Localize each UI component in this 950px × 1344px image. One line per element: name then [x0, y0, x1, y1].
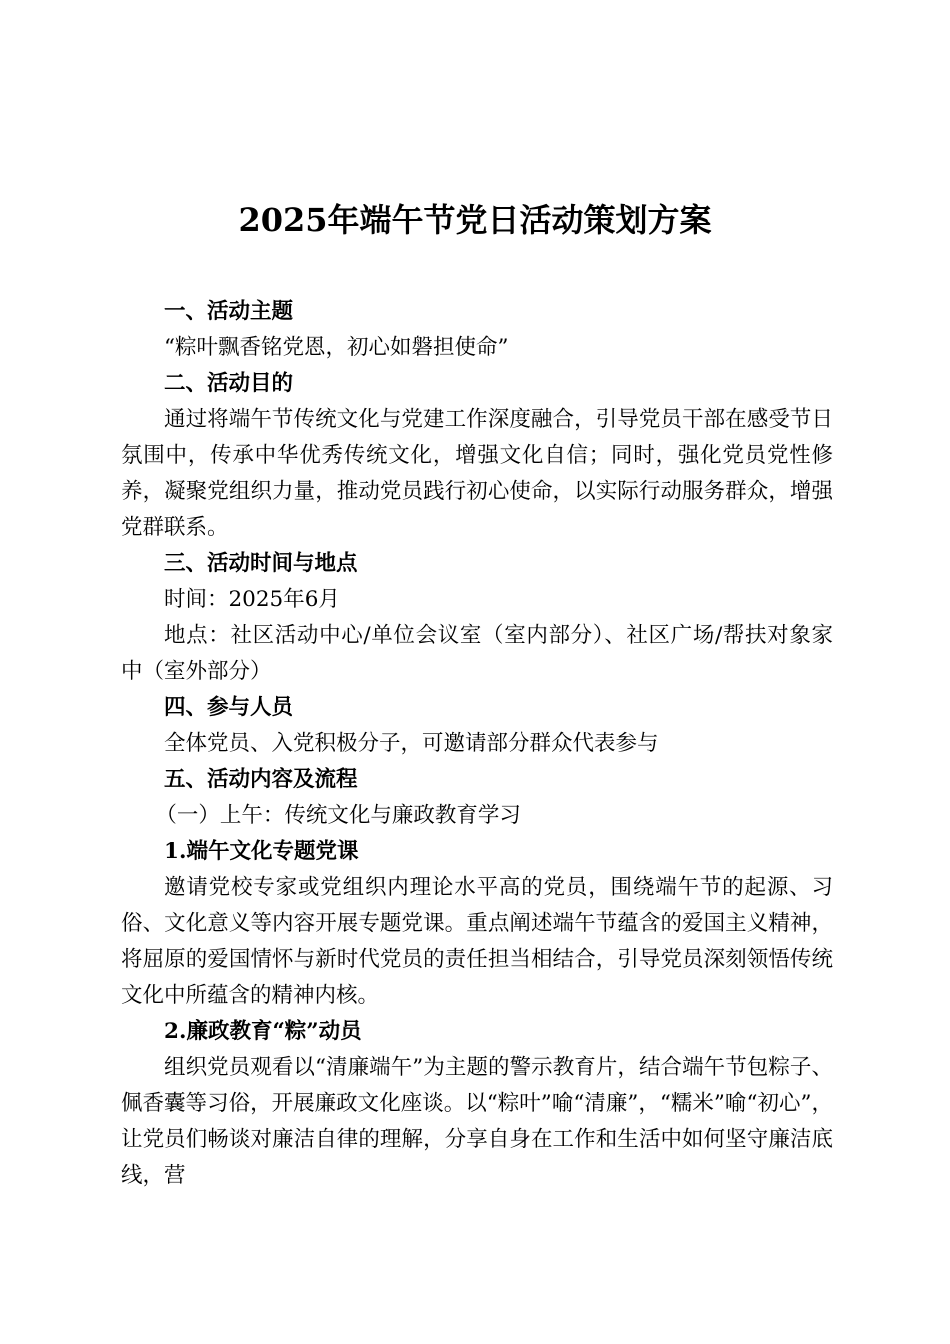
party-lesson-paragraph: 邀请党校专家或党组织内理论水平高的党员，围绕端午节的起源、习俗、文化意义等内容开展专题党课。重点阐述端午节蕴含的爱国主义精神，将屈原的爱国情怀与新时代党员的责任担当相结合，引导党员深刻领悟传统文化中所蕴含的精神内核。: [121, 875, 833, 1008]
document-body: [121, 294, 833, 1194]
section-heading-time-place: 三、活动时间与地点: [164, 551, 358, 576]
event-time: 时间：2025年6月: [164, 587, 340, 612]
theme-slogan: “粽叶飘香铭党恩，初心如磐担使命”: [164, 335, 509, 360]
item-heading-party-lesson: 1.端午文化专题党课: [164, 839, 359, 864]
purpose-paragraph: 通过将端午节传统文化与党建工作深度融合，引导党员干部在感受节日氛围中，传承中华优秀传统文化，增强文化自信；同时，强化党员党性修养，凝聚党组织力量，推动党员践行初心使命，以实际行动服务群众，增强党群联系。: [121, 407, 833, 540]
item-heading-integrity: 2.廉政教育“粽”动员: [164, 1019, 362, 1044]
event-place: 地点：社区活动中心/单位会议室（室内部分）、社区广场/帮扶对象家中（室外部分）: [121, 623, 833, 684]
subsection-morning: （一）上午：传统文化与廉政教育学习: [155, 803, 521, 828]
integrity-paragraph: 组织党员观看以“清廉端午”为主题的警示教育片，结合端午节包粽子、佩香囊等习俗，开展廉政文化座谈。以“粽叶”喻“清廉”，“糯米”喻“初心”，让党员们畅谈对廉洁自律的理解，分享自身在工作和生活中如何坚守廉洁底线，营: [121, 1055, 833, 1188]
section-heading-purpose: 二、活动目的: [164, 371, 294, 396]
participants-text: 全体党员、入党积极分子，可邀请部分群众代表参与: [164, 731, 659, 756]
section-heading-content: 五、活动内容及流程: [164, 767, 358, 792]
document-title: 2025年端午节党日活动策划方案: [238, 201, 712, 239]
section-heading-theme: 一、活动主题: [164, 299, 294, 324]
section-heading-participants: 四、参与人员: [164, 695, 294, 720]
